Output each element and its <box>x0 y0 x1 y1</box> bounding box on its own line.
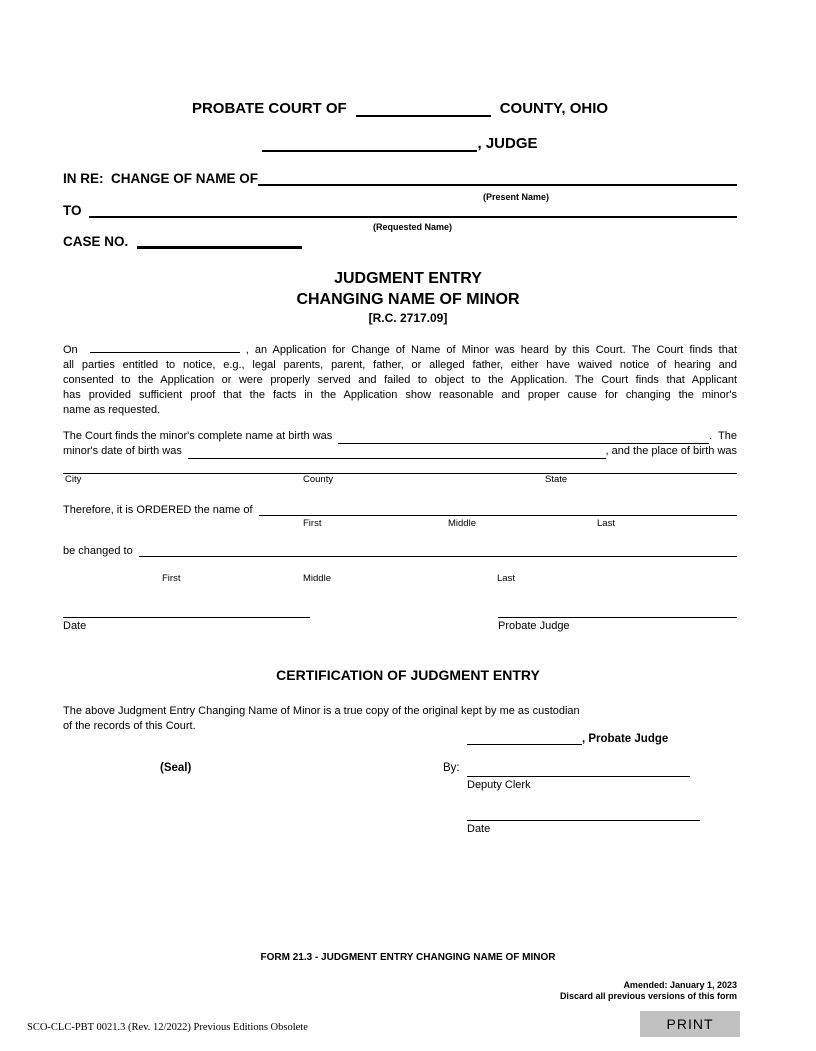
deputy-clerk-label: Deputy Clerk <box>467 779 531 791</box>
in-re-row <box>63 171 737 186</box>
revision-note: SCO-CLC-PBT 0021.3 (Rev. 12/2022) Previous Editions Obsolete <box>27 1022 308 1033</box>
present-name-caption-row <box>63 191 737 203</box>
requested-name-note: (Requested Name) <box>373 222 453 232</box>
judge-name-field[interactable] <box>262 147 477 152</box>
birth-name-prefix: The Court finds the minor's complete name at birth was <box>63 430 333 442</box>
date-label: Date <box>63 620 87 632</box>
last-label: Last <box>497 573 515 584</box>
footer-amendment-block <box>560 980 737 1002</box>
requested-name-caption-row <box>63 221 737 233</box>
certification-paragraph <box>63 704 737 734</box>
to-label: TO <box>63 203 82 218</box>
by-label: By: <box>443 762 460 774</box>
discard-note: Discard all previous versions of this form <box>559 991 737 1001</box>
certification-judge-field[interactable] <box>467 741 582 745</box>
changed-name-labels <box>63 573 737 587</box>
probate-judge-label: Probate Judge <box>498 620 570 632</box>
hearing-date-field[interactable] <box>90 352 240 353</box>
amended-note: Amended: January 1, 2023 <box>623 980 737 990</box>
findings-line2: all parties entitled to notice, e.g., legal parents, parent, father, or alleged father, either have waived notice of hearing and <box>63 359 737 371</box>
requested-name-field[interactable] <box>89 213 737 218</box>
case-no-field[interactable] <box>137 243 302 249</box>
statute-reference: [R.C. 2717.09] <box>368 311 448 325</box>
findings-line1 <box>63 343 737 358</box>
birth-facts-block <box>63 429 737 459</box>
signature-block <box>63 617 737 647</box>
certification-date-line[interactable] <box>467 820 700 835</box>
county-ohio-label: COUNTY, OHIO <box>499 100 609 117</box>
findings-line5: name as requested. <box>63 404 161 416</box>
seal-by-block <box>63 762 737 802</box>
state-label: State <box>545 474 568 485</box>
probate-judge-signature-line[interactable] <box>498 617 737 632</box>
court-header-line2 <box>63 135 737 152</box>
footer-form-title: FORM 21.3 - JUDGMENT ENTRY CHANGING NAME OF MINOR <box>260 952 556 963</box>
judge-label: , JUDGE <box>477 135 538 152</box>
seal-label: (Seal) <box>160 762 192 774</box>
birth-date-prefix: minor's date of birth was <box>63 445 182 457</box>
birth-date-field[interactable] <box>188 455 606 459</box>
certification-line1: The above Judgment Entry Changing Name of Minor is a true copy of the original kept by me as custodian <box>63 705 580 717</box>
ordered-name-row <box>63 504 737 516</box>
findings-paragraph <box>63 343 737 418</box>
changed-name-field[interactable] <box>139 553 737 557</box>
birth-name-row <box>63 429 737 444</box>
present-name-field[interactable] <box>258 181 737 186</box>
on-label: On <box>63 344 78 356</box>
birthplace-labels <box>63 474 737 488</box>
ordered-name-field[interactable] <box>259 512 737 516</box>
certification-date-label: Date <box>467 823 491 835</box>
present-name-note: (Present Name) <box>483 192 550 202</box>
birth-date-row <box>63 444 737 459</box>
by-signature-line[interactable] <box>467 762 690 777</box>
first-label: First <box>162 573 181 584</box>
birthplace-field[interactable] <box>63 473 737 490</box>
court-header-line1 <box>63 100 737 117</box>
certification-judge-suffix: , Probate Judge <box>582 733 669 745</box>
ordered-name-labels <box>63 518 737 532</box>
birth-place-suffix: , and the place of birth was <box>605 445 737 457</box>
middle-label: Middle <box>448 518 476 529</box>
title-line1: JUDGMENT ENTRY <box>334 270 482 287</box>
certification-line2: of the records of this Court. <box>63 720 196 732</box>
title-line2: CHANGING NAME OF MINOR <box>296 291 520 308</box>
probate-court-label: PROBATE COURT OF <box>191 100 347 117</box>
in-re-label: IN RE: CHANGE OF NAME OF <box>63 171 258 186</box>
findings-line3: consented to the Application or were properly served and failed to object to the Application. The Court finds that Applicant <box>63 374 737 386</box>
city-label: City <box>65 474 82 485</box>
case-no-label: CASE NO. <box>63 234 129 249</box>
birth-name-suffix: . The <box>709 430 737 442</box>
middle-label: Middle <box>303 573 331 584</box>
findings-line4: has provided sufficient proof that the facts in the Application show reasonable and proper cause for changing the minor's <box>63 389 737 401</box>
certification-heading: CERTIFICATION OF JUDGMENT ENTRY <box>276 667 540 683</box>
ordered-prefix: Therefore, it is ORDERED the name of <box>63 504 253 516</box>
county-name-field[interactable] <box>356 112 491 117</box>
county-label: County <box>303 474 334 485</box>
case-no-row <box>63 234 737 249</box>
date-signature-line[interactable] <box>63 617 310 632</box>
findings-line1-rest: , an Application for Change of Name of Minor was heard by this Court. The Court finds that <box>245 344 738 356</box>
print-button[interactable]: PRINT <box>640 1011 740 1037</box>
last-label: Last <box>597 518 615 529</box>
changed-name-row <box>63 545 737 557</box>
first-label: First <box>303 518 322 529</box>
changed-prefix: be changed to <box>63 545 133 557</box>
to-row <box>63 203 737 218</box>
certification-judge-row <box>467 733 737 745</box>
form-title-block <box>0 268 816 326</box>
